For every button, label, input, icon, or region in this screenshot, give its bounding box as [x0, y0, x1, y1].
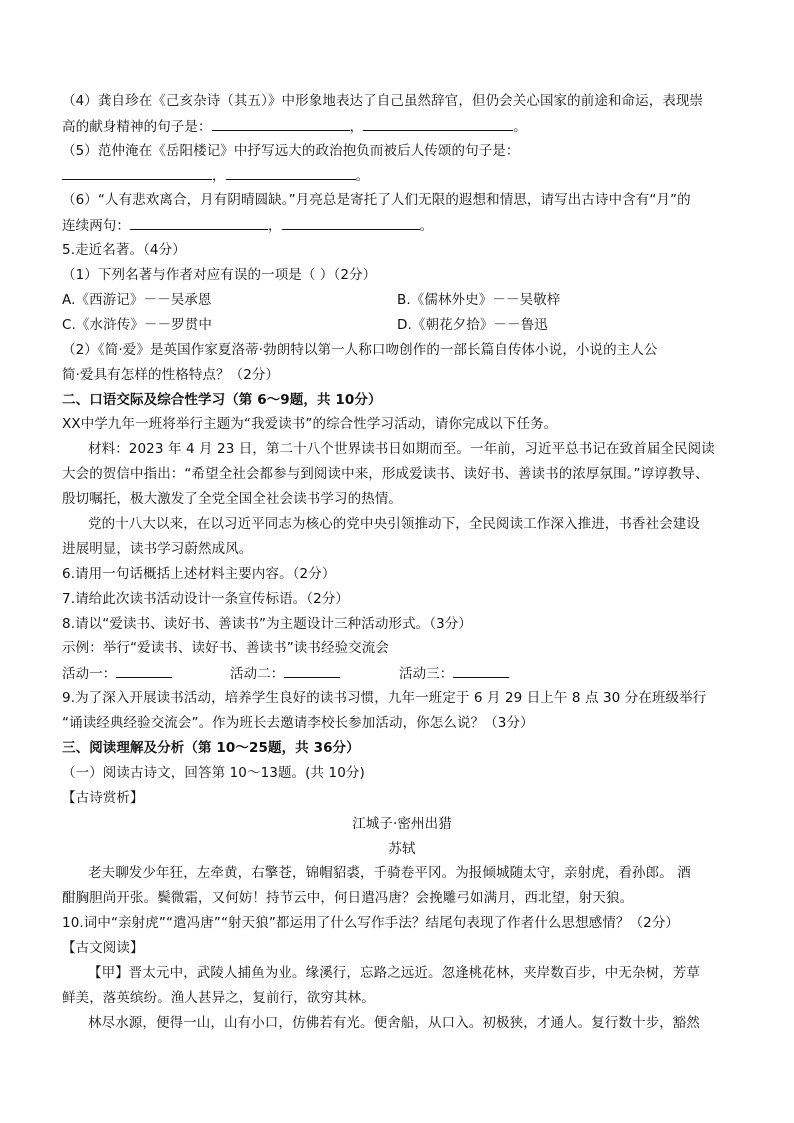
period: 。: [419, 218, 434, 234]
material-line-1: 材料：2023 年 4 月 23 日，第二十八个世界读书日如期而至。一年前，习近平总书记在致首届全民阅读: [88, 441, 715, 457]
question-6: 6.请用一句话概括上述材料主要内容。（2分）: [62, 566, 336, 582]
q6-label: 连续两句：: [62, 218, 130, 234]
question-9-line-1: 9.为了深入开展读书活动，培养学生良好的读书习惯，九年一班定于 6 月 29 日上午 8 点 30 分在班级举行: [62, 690, 707, 706]
q4-label: 高的献身精神的句子是：: [62, 119, 212, 135]
prose-line-1: 【甲】晋太元中，武陵人捕鱼为业。缘溪行，忘路之远近。忽逢桃花林，夹岸数百步，中无杂树，芳草: [88, 965, 700, 981]
material-line-4: 党的十八大以来，在以习近平同志为核心的党中央引领推动下，全民阅读工作深入推进，书香社会建设: [88, 516, 700, 532]
option-b[interactable]: B.《儒林外史》－－吴敬梓: [397, 292, 561, 308]
answer-blank[interactable]: [363, 117, 513, 131]
material-line-5: 进展明显，读书学习蔚然成风。: [62, 541, 253, 557]
part-1-heading: （一）阅读古诗文，回答第 10～13题。(共 10分): [62, 765, 365, 781]
q4-line-1: （4）龚自珍在《己亥杂诗（其五）》中形象地表达了自己虽然辞官，但仍会关心国家的前途和命运，表现崇: [62, 93, 704, 109]
option-d[interactable]: D.《朝花夕拾》－－鲁迅: [397, 317, 548, 333]
answer-blank[interactable]: [282, 216, 420, 230]
q5-1-stem: （1）下列名著与作者对应有误的一项是（ ）（2分）: [62, 267, 377, 283]
q5-line-2: [62, 166, 742, 185]
q5-2-line-1: （2）《简·爱》是英国作家夏洛蒂·勃朗特以第一人称口吻创作的一部长篇自传体小说，小说的主人公: [62, 342, 658, 358]
activity-1-label: 活动一：: [62, 666, 117, 682]
answer-blank[interactable]: [284, 664, 340, 678]
option-a[interactable]: A.《西游记》－－吴承恩: [62, 292, 212, 308]
period: 。: [355, 168, 370, 184]
section-3-heading: 三、阅读理解及分析（第 10～25题，共 36分）: [62, 740, 360, 756]
q4-line-2: [62, 117, 742, 136]
material-line-2: 大会的贺信中指出：“希望全社会都参与到阅读中来，形成爱读书、读好书、善读书的浓厚氛围。”谆谆教导、: [62, 466, 709, 482]
answer-blank[interactable]: [212, 117, 350, 131]
section-5-title: 5.走近名著。（4分）: [62, 242, 186, 258]
answer-blank[interactable]: [116, 664, 172, 678]
section-2-heading: 二、口语交际及综合性学习（第 6～9题，共 10分）: [62, 392, 382, 408]
poem-title: 江城子·密州出猎: [352, 816, 452, 832]
q5-line-1: （5）范仲淹在《岳阳楼记》中抒写远大的政治抱负而被后人传颂的句子是：: [62, 143, 520, 159]
poem-line-2: 酣胸胆尚开张。鬓微霜，又何妨！持节云中，何日遣冯唐？会挽雕弓如满月，西北望，射天狼。: [62, 890, 634, 906]
question-9-line-2: “诵读经典经验交流会”。作为班长去邀请李校长参加活动，你怎么说？（3分）: [62, 715, 534, 731]
prose-section-label: 【古文阅读】: [62, 940, 144, 956]
activity-3-label: 活动三：: [399, 666, 454, 682]
q6-line-1: （6）“人有悲欢离合，月有阴晴圆缺。”月亮总是寄托了人们无限的遐想和情思，请写出古诗中含有“月”的: [62, 192, 691, 208]
activity-1: [62, 664, 172, 683]
answer-blank[interactable]: [130, 216, 268, 230]
prose-line-3: 林尽水源，便得一山，山有小口，仿佛若有光。便舍船，从口入。初极狭，才通人。复行数十步，豁然: [88, 1015, 700, 1031]
question-10: 10.词中“亲射虎”“遣冯唐”“射天狼”都运用了什么写作手法？结尾句表现了作者什么思想感情？（2分）: [62, 915, 680, 931]
activity-2: [230, 664, 340, 683]
activity-2-label: 活动二：: [230, 666, 285, 682]
material-line-3: 殷切嘱托，极大激发了全党全国全社会读书学习的热情。: [62, 491, 402, 507]
comma: ，: [349, 119, 364, 135]
activity-3: [399, 664, 509, 683]
comma: ，: [212, 168, 226, 184]
question-8: 8.请以“爱读书、读好书、善读书”为主题设计三种活动形式。（3分）: [62, 616, 473, 632]
poem-section-label: 【古诗赏析】: [62, 790, 144, 806]
example-line: 示例：举行“爱读书、读好书、善读书”读书经验交流会: [62, 640, 389, 656]
answer-blank[interactable]: [453, 664, 509, 678]
poem-author: 苏轼: [388, 841, 416, 857]
poem-line-1: 老夫聊发少年狂，左牵黄，右擎苍，锦帽貂裘，千骑卷平冈。为报倾城随太守，亲射虎，看孙郎。 酒: [88, 865, 691, 881]
question-7: 7.请给此次读书活动设计一条宣传标语。（2分）: [62, 591, 350, 607]
option-row-1: [62, 291, 742, 309]
prose-line-2: 鲜美，落英缤纷。渔人甚异之，复前行，欲穷其林。: [62, 990, 375, 1006]
comma: ，: [268, 218, 282, 234]
answer-blank[interactable]: [62, 166, 212, 180]
option-c[interactable]: C.《水浒传》－－罗贯中: [62, 317, 212, 333]
q6-line-2: [62, 216, 742, 235]
activity-intro: XX中学九年一班将举行主题为“我爱读书”的综合性学习活动，请你完成以下任务。: [62, 416, 558, 432]
answer-blank[interactable]: [226, 166, 356, 180]
option-row-2: [62, 316, 742, 334]
period: 。: [513, 119, 527, 135]
q5-2-line-2: 简·爱具有怎样的性格特点？（2分）: [62, 367, 280, 383]
